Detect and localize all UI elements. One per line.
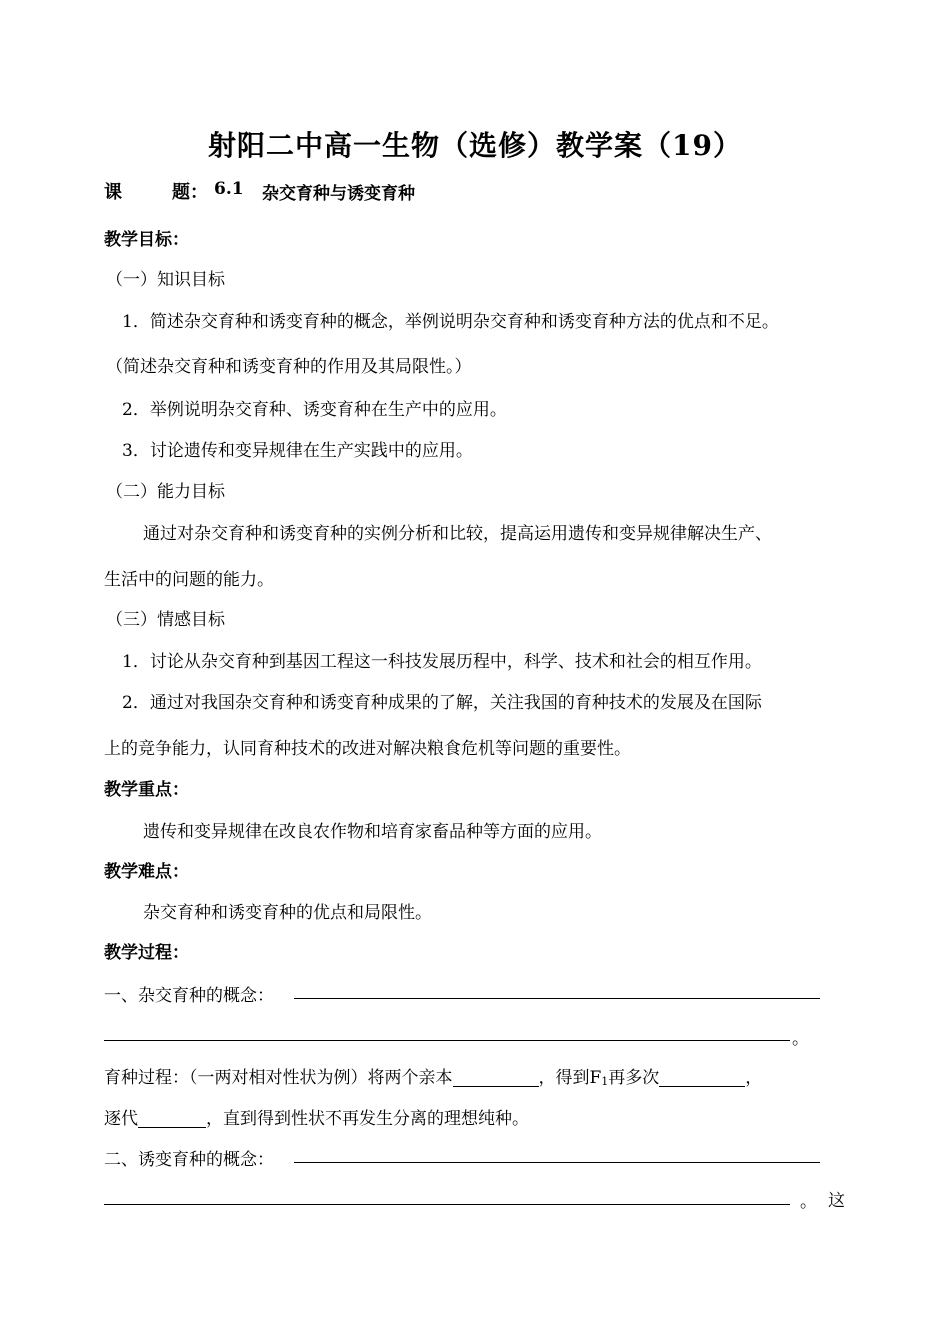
- ability-goal-heading: （二）能力目标: [106, 482, 225, 502]
- hybrid-concept-blank-1[interactable]: [294, 998, 820, 999]
- topic-label-2: 题：: [172, 182, 208, 203]
- focus-text: 遗传和变异规律在改良农作物和培育家畜品种等方面的应用。: [143, 822, 602, 842]
- parent-cross-blank[interactable]: [453, 1068, 539, 1087]
- difficulty-heading: 教学难点：: [104, 862, 189, 882]
- knowledge-goal-item-2: 2．举例说明杂交育种、诱变育种在生产中的应用。: [122, 400, 507, 420]
- mutation-concept-blank-2[interactable]: [104, 1204, 790, 1205]
- mutation-concept-end: 。: [800, 1192, 817, 1212]
- knowledge-goal-item-3: 3．讨论遗传和变异规律在生产实践中的应用。: [122, 441, 473, 461]
- difficulty-text: 杂交育种和诱变育种的优点和局限性。: [143, 903, 432, 923]
- topic-label-1: 课: [104, 182, 122, 203]
- knowledge-goal-note: （简述杂交育种和诱变育种的作用及其局限性。）: [106, 357, 472, 377]
- topic-text: 杂交育种与诱变育种: [262, 184, 415, 204]
- process-heading: 教学过程：: [104, 943, 189, 963]
- repeat-blank[interactable]: [659, 1068, 745, 1087]
- knowledge-goal-heading: （一）知识目标: [106, 270, 225, 290]
- generation-blank[interactable]: [138, 1109, 206, 1128]
- page-title: 射阳二中高一生物（选修）教学案（19）: [208, 129, 742, 162]
- ability-goal-line-1: 通过对杂交育种和诱变育种的实例分析和比较，提高运用遗传和变异规律解决生产、: [143, 524, 772, 544]
- emotion-goal-item-2-line-2: 上的竞争能力，认同育种技术的改进对解决粮食危机等问题的重要性。: [104, 739, 631, 759]
- breeding-process-line-1: 育种过程：（一两对相对性状为例）将两个亲本 ，得到F1再多次 ，: [104, 1068, 763, 1088]
- hybrid-breeding-label: 一、杂交育种的概念：: [104, 986, 274, 1006]
- mutation-concept-blank-1[interactable]: [294, 1162, 820, 1163]
- emotion-goal-heading: （三）情感目标: [106, 610, 225, 630]
- emotion-goal-item-2-line-1: 2．通过对我国杂交育种和诱变育种成果的了解，关注我国的育种技术的发展及在国际: [122, 693, 762, 713]
- focus-heading: 教学重点：: [104, 780, 189, 800]
- mutation-breeding-label: 二、诱变育种的概念：: [104, 1150, 274, 1170]
- ability-goal-line-2: 生活中的问题的能力。: [104, 570, 274, 590]
- mutation-concept-tail: 这: [828, 1191, 845, 1211]
- hybrid-concept-blank-2[interactable]: [104, 1040, 790, 1041]
- breeding-process-line-2: 逐代 ，直到得到性状不再发生分离的理想纯种。: [104, 1109, 529, 1129]
- emotion-goal-item-1: 1．讨论从杂交育种到基因工程这一科技发展历程中，科学、技术和社会的相互作用。: [122, 652, 762, 672]
- goals-heading: 教学目标：: [104, 230, 189, 250]
- hybrid-concept-end: 。: [792, 1029, 809, 1049]
- topic-number: 6.1: [214, 179, 244, 199]
- knowledge-goal-item-1: 1．简述杂交育种和诱变育种的概念，举例说明杂交育种和诱变育种方法的优点和不足。: [122, 312, 779, 332]
